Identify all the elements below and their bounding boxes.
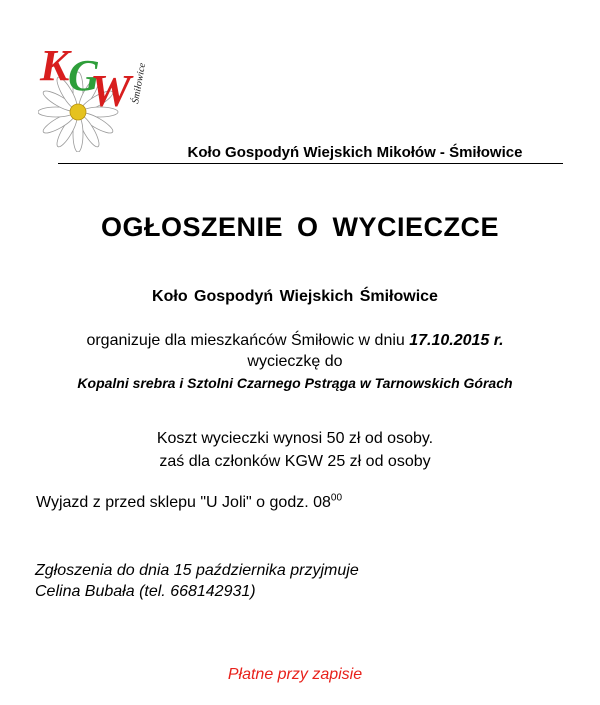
trip-to-line: wycieczkę do [247,353,343,370]
cost-line-general: Koszt wycieczki wynosi 50 zł od osoby. [156,430,434,447]
logo-letter-w: W [90,65,131,116]
kgw-logo [38,32,156,152]
organizer-name: Koło Gospodyń Wiejskich Śmiłowice [152,288,438,305]
departure-minutes: 00 [330,492,343,504]
header-divider [58,163,563,164]
logo-letter-k: K [40,41,70,90]
kgw-logo-graphic [38,32,156,152]
departure-info [36,494,342,512]
registration-contact: Celina Bubała (tel. 668142931) [35,583,256,600]
organizes-line [0,332,590,350]
trip-date: 17.10.2015 r. [409,332,504,349]
logo-script-text: Śmiłowice [130,62,149,105]
organizes-text: organizuje dla mieszkańców Śmiłowic w dniu [86,332,410,349]
organization-header: Koło Gospodyń Wiejskich Mikołów - Śmiłowice [187,144,523,161]
trip-destination: Kopalni srebra i Sztolni Czarnego Pstrąga w Tarnowskich Górach [77,375,513,391]
registration-deadline: Zgłoszenia do dnia 15 października przyjmuje [35,562,359,579]
payment-note: Płatne przy zapisie [227,666,363,683]
cost-line-members: zaś dla członków KGW 25 zł od osoby [159,453,431,470]
logo-letter-g: G [68,51,100,100]
announcement-title: OGŁOSZENIE O WYCIECZCE [100,212,500,242]
departure-text: Wyjazd z przed sklepu "U Joli" o godz. 08 [36,494,331,511]
